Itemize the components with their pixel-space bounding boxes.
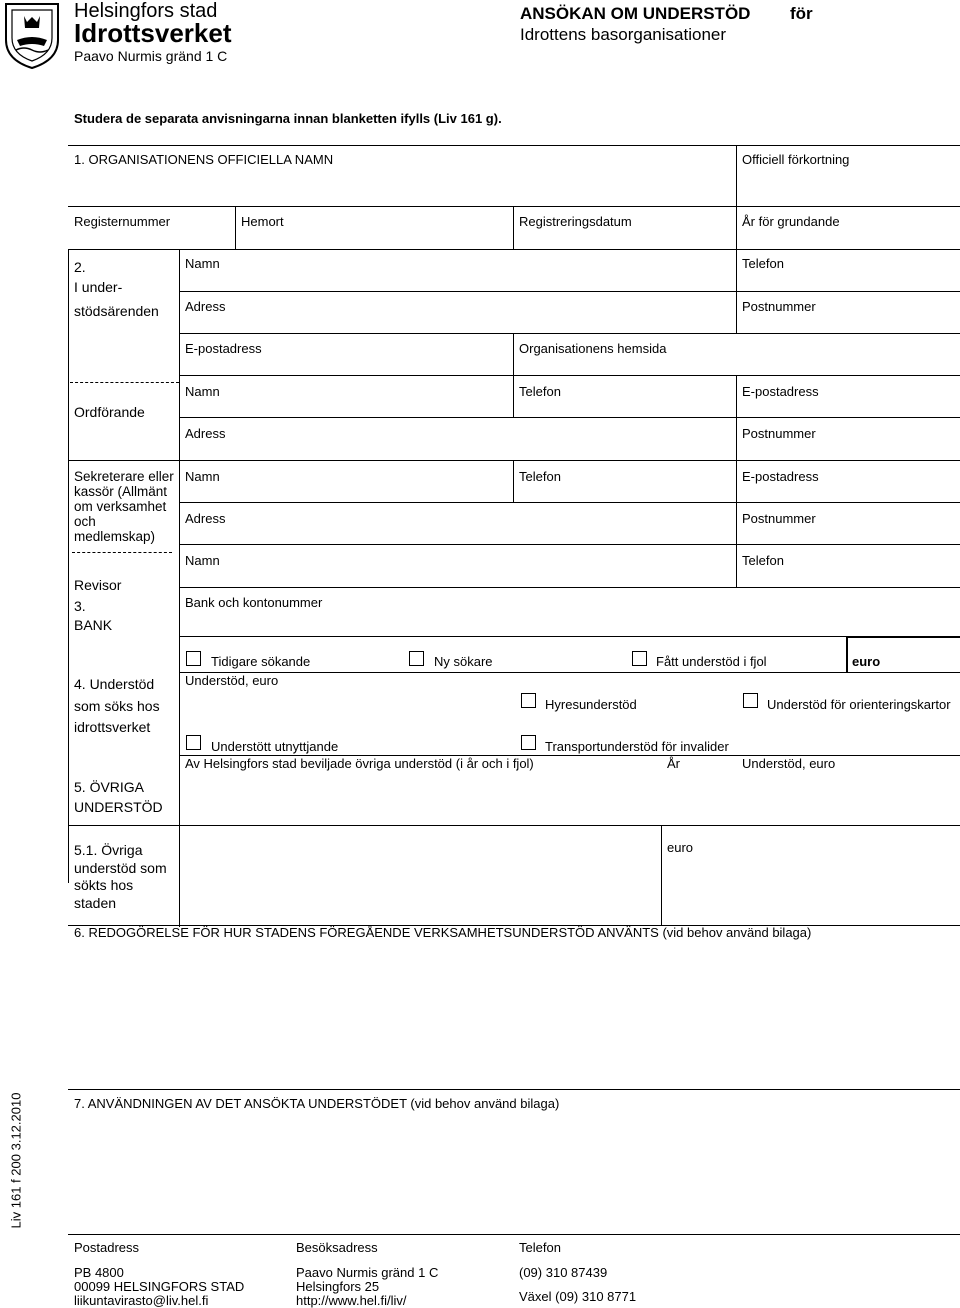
contact-email-label: E-postadress bbox=[185, 341, 262, 356]
granted-amount-label: Understöd, euro bbox=[742, 756, 836, 771]
chair-name-label: Namn bbox=[185, 384, 220, 399]
sec7-title: 7. ANVÄNDNINGEN AV DET ANSÖKTA UNDERSTÖDET (vid behov använd bilaga) bbox=[74, 1096, 560, 1111]
secretary-name-label: Namn bbox=[185, 469, 220, 484]
sec2-title-line1: I under- bbox=[74, 279, 123, 295]
instruction-text: Studera de separata anvisningarna innan blanketten ifylls (Liv 161 g). bbox=[74, 111, 502, 126]
previous-applicant-label: Tidigare sökande bbox=[211, 654, 311, 669]
footer-phone-line2: Växel (09) 310 8771 bbox=[519, 1289, 637, 1304]
footer-visit-line2: Helsingfors 25 bbox=[296, 1279, 380, 1294]
org-name-label: 1. ORGANISATIONENS OFFICIELLA NAMN bbox=[74, 152, 334, 167]
sec2-title-line2: stödsärenden bbox=[74, 303, 159, 319]
sec51-euro-label: euro bbox=[667, 840, 694, 855]
granted-year-label: År bbox=[667, 756, 680, 771]
secretary-email-label: E-postadress bbox=[742, 469, 819, 484]
abbreviation-label: Officiell förkortning bbox=[742, 152, 850, 167]
users-support-label: Understött utnyttjande bbox=[211, 739, 339, 754]
helsinki-crest-icon bbox=[2, 0, 62, 70]
department-name: Idrottsverket bbox=[74, 18, 232, 48]
chair-address-label: Adress bbox=[185, 426, 226, 441]
sec5-title-line2: UNDERSTÖD bbox=[74, 799, 163, 815]
sec4-title-line2: som söks hos bbox=[74, 698, 160, 714]
chair-phone-label: Telefon bbox=[519, 384, 561, 399]
map-support-label: Understöd för orienteringskartor bbox=[767, 697, 951, 712]
footer-visit-label: Besöksadress bbox=[296, 1240, 378, 1255]
sec4-title-line1: 4. Understöd bbox=[74, 676, 155, 692]
footer-visit-line1: Paavo Nurmis gränd 1 C bbox=[296, 1265, 439, 1280]
bank-title: BANK bbox=[74, 617, 113, 633]
secretary-phone-label: Telefon bbox=[519, 469, 561, 484]
new-applicant-checkbox[interactable] bbox=[409, 651, 424, 666]
footer-phone-line1: (09) 310 87439 bbox=[519, 1265, 608, 1280]
chair-title: Ordförande bbox=[74, 404, 145, 420]
city-name: Helsingfors stad bbox=[74, 0, 218, 22]
contact-address-label: Adress bbox=[185, 299, 226, 314]
secretary-address-label: Adress bbox=[185, 511, 226, 526]
map-support-checkbox[interactable] bbox=[743, 693, 758, 708]
new-applicant-label: Ny sökare bbox=[434, 654, 493, 669]
footer-postal-line2: 00099 HELSINGFORS STAD bbox=[74, 1279, 245, 1294]
org-website-label: Organisationens hemsida bbox=[519, 341, 667, 356]
form-title-for: för bbox=[790, 4, 813, 23]
auditor-name-label: Namn bbox=[185, 553, 220, 568]
sec5-title-line1: 5. ÖVRIGA bbox=[74, 779, 145, 795]
received-last-year-label: Fått understöd i fjol bbox=[656, 654, 767, 669]
sec2-number: 2. bbox=[74, 259, 86, 275]
header-address: Paavo Nurmis gränd 1 C bbox=[74, 48, 228, 64]
secretary-postcode-label: Postnummer bbox=[742, 511, 816, 526]
form-code-side-text: Liv 161 f 200 3.12.2010 bbox=[8, 1092, 24, 1229]
footer-email[interactable]: liikuntavirasto@liv.hel.fi bbox=[74, 1293, 209, 1308]
form-title: ANSÖKAN OM UNDERSTÖD bbox=[520, 4, 751, 23]
home-label: Hemort bbox=[241, 214, 284, 229]
bank-account-label: Bank och kontonummer bbox=[185, 595, 323, 610]
form-subtitle: Idrottens basorganisationer bbox=[520, 25, 727, 44]
chair-postcode-label: Postnummer bbox=[742, 426, 816, 441]
footer-postal-line1: PB 4800 bbox=[74, 1265, 124, 1280]
sec51-title: 5.1. Övriga understöd som sökts hos staden bbox=[74, 842, 167, 911]
users-support-checkbox[interactable] bbox=[186, 735, 201, 750]
bank-number: 3. bbox=[74, 598, 86, 614]
chair-email-label: E-postadress bbox=[742, 384, 819, 399]
sec6-title: 6. REDOGÖRELSE FÖR HUR STADENS FÖREGÅENDE VERKSAMHETSUNDERSTÖD ANVÄNTS (vid behov använd bilaga) bbox=[74, 925, 812, 940]
support-amount-label: Understöd, euro bbox=[185, 673, 279, 688]
transport-support-label: Transportunderstöd för invalider bbox=[545, 739, 729, 754]
registration-date-label: Registreringsdatum bbox=[519, 214, 632, 229]
auditor-phone-label: Telefon bbox=[742, 553, 784, 568]
previous-applicant-checkbox[interactable] bbox=[186, 651, 201, 666]
register-number-label: Registernummer bbox=[74, 214, 171, 229]
auditor-title: Revisor bbox=[74, 577, 122, 593]
footer-website[interactable]: http://www.hel.fi/liv/ bbox=[296, 1293, 407, 1308]
founded-year-label: År för grundande bbox=[742, 214, 840, 229]
footer-postal-label: Postadress bbox=[74, 1240, 140, 1255]
rent-support-checkbox[interactable] bbox=[521, 693, 536, 708]
sec4-title-line3: idrottsverket bbox=[74, 719, 151, 735]
received-last-year-checkbox[interactable] bbox=[632, 651, 647, 666]
granted-support-label: Av Helsingfors stad beviljade övriga understöd (i år och i fjol) bbox=[185, 756, 534, 771]
transport-support-checkbox[interactable] bbox=[521, 735, 536, 750]
rent-support-label: Hyresunderstöd bbox=[545, 697, 637, 712]
footer-phone-label: Telefon bbox=[519, 1240, 561, 1255]
contact-postcode-label: Postnummer bbox=[742, 299, 816, 314]
contact-phone-label: Telefon bbox=[742, 256, 784, 271]
secretary-title: Sekreterare eller kassör (Allmänt om verksamhet och medlemskap) bbox=[74, 469, 174, 544]
contact-name-label: Namn bbox=[185, 256, 220, 271]
euro-box-label: euro bbox=[852, 654, 881, 669]
